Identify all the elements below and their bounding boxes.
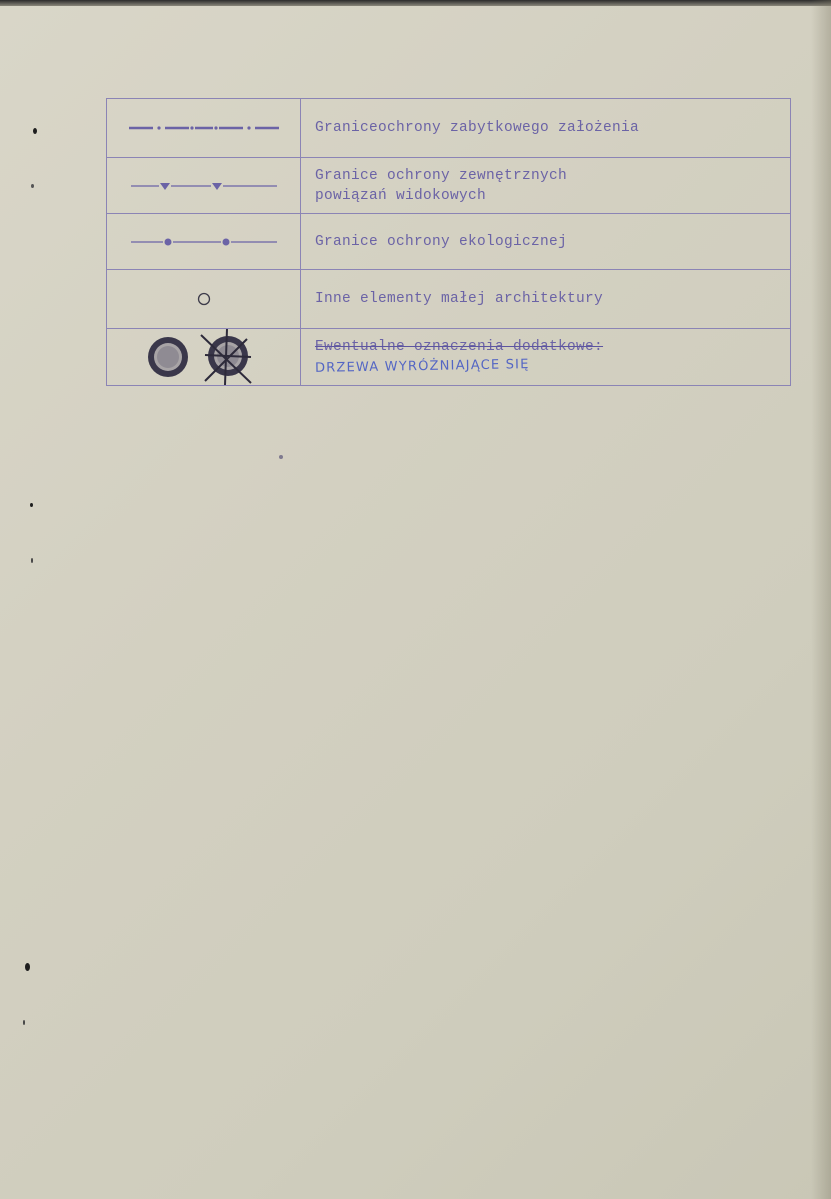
legend-symbol-cell [107, 158, 301, 214]
legend-label-cell [301, 158, 791, 214]
ink-speck [279, 455, 283, 459]
legend-row [107, 329, 791, 386]
legend-row [107, 270, 791, 329]
legend-label-cell [301, 329, 791, 386]
binding-hole-mark [25, 963, 30, 971]
page-top-edge [0, 0, 831, 6]
binding-hole-mark [30, 503, 33, 507]
small-circle-icon [196, 291, 212, 307]
handwritten-annotation: DRZEWA WYRÓŻNIAJĄCE SIĘ [314, 357, 530, 376]
binding-hole-mark [33, 128, 37, 134]
legend-label-cell [301, 214, 791, 270]
legend-row [107, 214, 791, 270]
legend-label-cell [301, 270, 791, 329]
legend-label-line: Granice ochrony zewnętrznych [315, 167, 568, 184]
legend-table [106, 98, 791, 386]
legend-row [107, 99, 791, 158]
legend-symbol-cell [107, 329, 301, 386]
line-with-dots-icon [131, 236, 277, 248]
legend-label-cell [301, 99, 791, 158]
binding-hole-mark [23, 1020, 25, 1025]
legend-symbol-cell [107, 99, 301, 158]
legend-label: Graniceochrony zabytkowego założenia [315, 120, 640, 136]
struck-label: Ewentualne oznaczenia dodatkowe: [315, 339, 604, 355]
legend-symbol-cell [107, 270, 301, 329]
legend-row [107, 158, 791, 214]
legend-label: Inne elementy małej architektury [315, 291, 604, 307]
tree-circles-icon [139, 329, 269, 385]
binding-hole-mark [31, 184, 34, 188]
dash-dot-line-icon [129, 123, 279, 133]
page-right-shadow [811, 0, 831, 1199]
binding-hole-mark [31, 558, 33, 563]
legend-label-line: powiązań widokowych [315, 187, 487, 204]
line-with-hearts-icon [131, 180, 277, 192]
legend-label: Granice ochrony ekologicznej [315, 233, 568, 250]
legend-symbol-cell [107, 214, 301, 270]
